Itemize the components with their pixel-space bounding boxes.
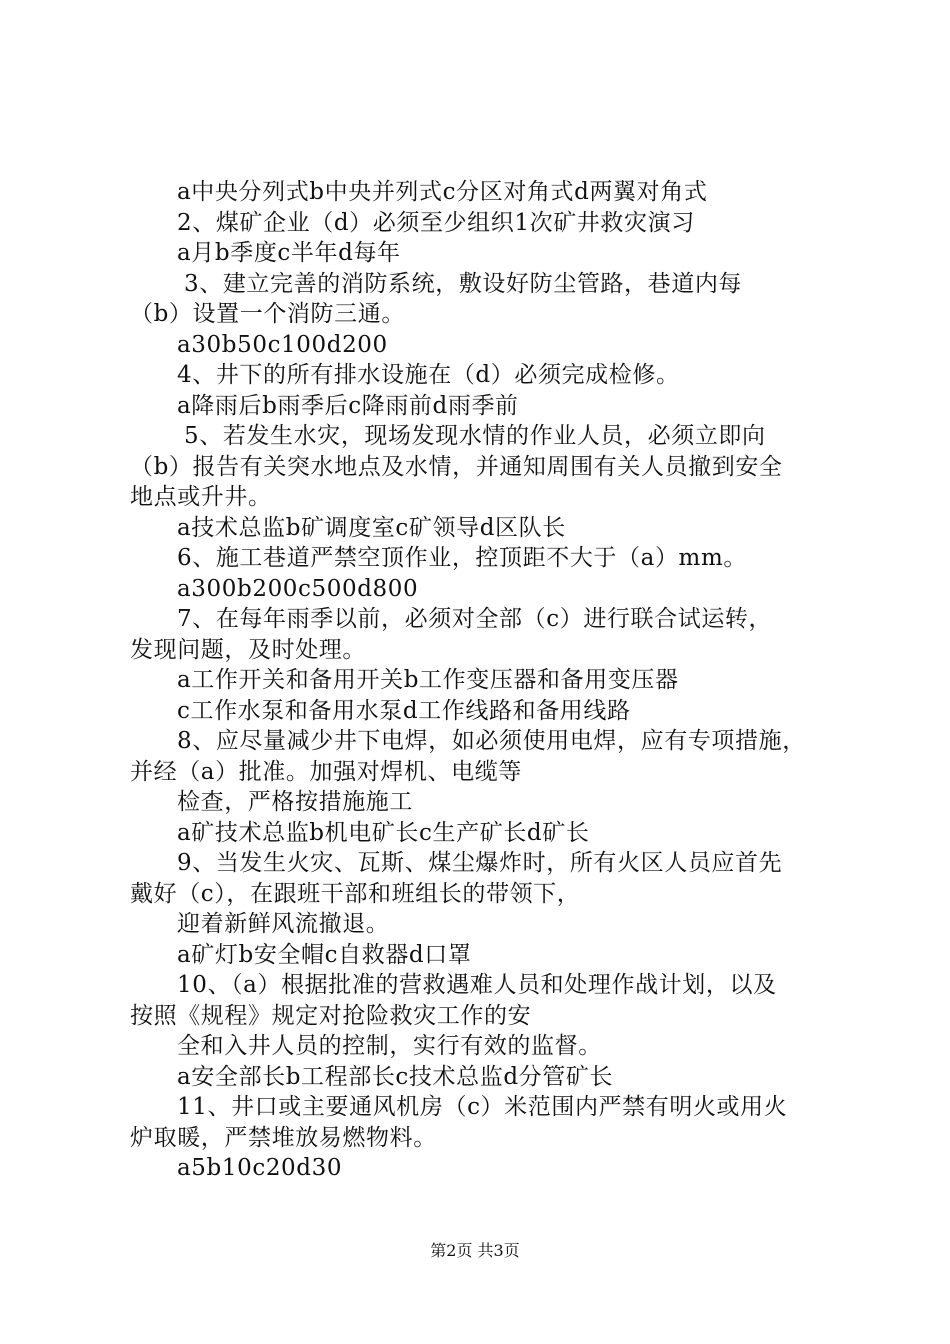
text-line: a30b50c100d200 (177, 331, 388, 358)
text-line: a5b10c20d30 (177, 1155, 343, 1181)
text-line: 发现问题，及时处理。 (130, 636, 366, 663)
text-line: 并经（a）批准。加强对焊机、电缆等 (130, 758, 522, 785)
text-line: 全和入井人员的控制，实行有效的监督。 (177, 1033, 602, 1059)
text-line: 6、施工巷道严禁空顶作业，控顶距不大于（a）mm。 (177, 545, 747, 571)
text-line: 按照《规程》规定对抢险救灾工作的安 (130, 1002, 532, 1029)
text-line: 10、（a）根据批准的营救遇难人员和处理作战计划，以及 (177, 972, 777, 998)
text-line: 迎着新鲜风流撤退。 (177, 911, 390, 937)
text-line: （b）报告有关突水地点及水情，并通知周围有关人员撤到安全 (130, 453, 783, 480)
document-body (130, 177, 830, 1184)
text-line: a工作开关和备用开关b工作变压器和备用变压器 (177, 667, 679, 693)
text-line: a安全部长b工程部长c技术总监d分管矿长 (177, 1063, 614, 1090)
text-line: 戴好（c），在跟班干部和班组长的带领下， (130, 880, 581, 907)
text-line: 地点或升井。 (130, 484, 272, 510)
text-line: c工作水泵和备用水泵d工作线路和备用线路 (177, 697, 631, 724)
text-line: 炉取暖，严禁堆放易燃物料。 (130, 1124, 437, 1151)
text-line: a矿灯b安全帽c自救器d口罩 (177, 941, 472, 968)
text-line: 检查，严格按措施施工 (177, 789, 413, 815)
text-line: a中央分列式b中央并列式c分区对角式d两翼对角式 (177, 179, 708, 205)
text-line: 5、若发生水灾，现场发现水情的作业人员，必须立即向 (184, 423, 766, 449)
text-line: 4、井下的所有排水设施在（d）必须完成检修。 (177, 362, 680, 388)
text-line: 2、煤矿企业（d）必须至少组织1次矿井救灾演习 (177, 209, 695, 236)
page-footer: 第2页 共3页 (430, 1241, 520, 1260)
text-line: a300b200c500d800 (177, 575, 419, 602)
text-line: a月b季度c半年d每年 (177, 240, 401, 266)
text-line: 3、建立完善的消防系统，敷设好防尘管路，巷道内每 (184, 270, 743, 297)
text-line: （b）设置一个消防三通。 (130, 301, 405, 327)
text-line: 8、应尽量减少井下电焊，如必须使用电焊，应有专项措施， (177, 728, 806, 754)
text-line: 11、井口或主要通风机房（c）米范围内严禁有明火或用火 (177, 1094, 788, 1120)
text-line: 9、当发生火灾、瓦斯、煤尘爆炸时，所有火区人员应首先 (177, 850, 783, 876)
text-line: 7、在每年雨季以前，必须对全部（c）进行联合试运转， (177, 606, 773, 632)
text-line: a矿技术总监b机电矿长c生产矿长d矿长 (177, 819, 590, 846)
text-line: a降雨后b雨季后c降雨前d雨季前 (177, 392, 519, 419)
text-line: a技术总监b矿调度室c矿领导d区队长 (177, 514, 566, 541)
